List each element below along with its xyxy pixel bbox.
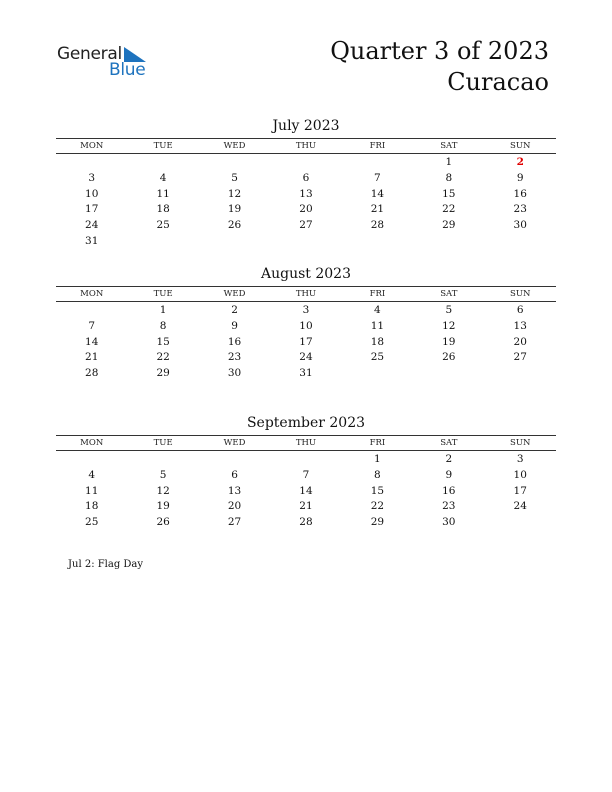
- day-cell: [56, 303, 127, 319]
- day-cell: 20: [299, 203, 313, 216]
- day-cell: 27: [513, 351, 527, 364]
- day-cell: 15: [156, 335, 170, 348]
- week-row: [56, 319, 556, 335]
- day-cell: [342, 366, 413, 382]
- logo-text-blue: Blue: [109, 60, 146, 80]
- day-cell: [127, 155, 198, 171]
- day-cell: 29: [370, 516, 385, 529]
- week-row: [56, 499, 556, 515]
- day-cell: 1: [159, 304, 167, 316]
- day-cell: 10: [85, 187, 99, 200]
- day-cell: 20: [513, 335, 527, 348]
- month-title: September 2023: [246, 415, 366, 431]
- day-cell: 22: [156, 351, 170, 364]
- day-cell: 14: [299, 484, 313, 497]
- day-cell: 23: [442, 500, 456, 513]
- day-cell: 1: [445, 156, 453, 168]
- day-cell: [485, 234, 556, 250]
- day-cell: 27: [227, 516, 242, 529]
- weeks: [56, 452, 556, 531]
- title-quarter: Quarter 3 of 2023: [330, 37, 549, 65]
- day-cell: 9: [516, 171, 524, 184]
- day-cell: 12: [227, 187, 242, 200]
- week-row: [56, 515, 556, 531]
- day-cell: 28: [299, 516, 313, 529]
- day-cell: 3: [88, 171, 96, 184]
- day-cell: 25: [85, 516, 99, 529]
- day-cell: 14: [85, 335, 99, 348]
- weekday-label: THU: [295, 141, 317, 151]
- day-cell: 8: [159, 319, 167, 332]
- day-cell: 31: [299, 367, 313, 380]
- month-title: August 2023: [261, 266, 351, 282]
- weekday-label: TUE: [153, 289, 173, 299]
- weekday-label: SAT: [440, 289, 458, 299]
- day-cell: 13: [299, 187, 313, 200]
- day-cell: 12: [156, 484, 170, 497]
- logo: [57, 44, 167, 84]
- week-row: [56, 366, 556, 382]
- day-cell: 26: [156, 516, 170, 529]
- day-cell: 21: [370, 203, 385, 216]
- day-cell: 29: [442, 219, 456, 232]
- day-cell: 8: [445, 171, 453, 184]
- day-cell: 18: [85, 500, 99, 513]
- weekday-label: MON: [80, 289, 104, 299]
- page-title: [330, 36, 549, 98]
- day-cell: 30: [513, 219, 527, 232]
- title-country: Curacao: [447, 68, 549, 96]
- day-cell: 31: [85, 234, 99, 247]
- day-cell: [199, 234, 270, 250]
- weekday-label: TUE: [153, 141, 173, 151]
- day-cell: 5: [445, 304, 453, 316]
- day-cell: 6: [231, 468, 238, 481]
- day-cell: 16: [442, 484, 456, 497]
- day-cell: 9: [445, 468, 453, 481]
- day-cell: [270, 155, 341, 171]
- day-cell: 13: [227, 484, 242, 497]
- weekday-label: THU: [295, 289, 317, 299]
- day-cell: 16: [513, 187, 527, 200]
- day-cell: 7: [374, 171, 381, 184]
- month-title: July 2023: [272, 118, 340, 134]
- day-cell: [342, 234, 413, 250]
- day-cell: 21: [299, 500, 313, 513]
- day-cell: 22: [370, 500, 385, 513]
- day-cell: [56, 452, 127, 468]
- weekday-label: MON: [80, 141, 104, 151]
- header-rule-bottom: [56, 301, 556, 302]
- weekday-label: WED: [223, 289, 246, 299]
- day-cell: [270, 234, 341, 250]
- day-cell: 4: [88, 468, 96, 481]
- weekday-label: SUN: [510, 289, 531, 299]
- day-cell: 30: [227, 367, 242, 380]
- weeks: [56, 303, 556, 382]
- day-cell: 23: [513, 203, 527, 216]
- day-cell: 17: [299, 335, 313, 348]
- day-cell: 19: [156, 500, 170, 513]
- day-cell: 26: [227, 219, 242, 232]
- day-cell: 23: [227, 351, 242, 364]
- weekday-label: FRI: [369, 141, 386, 151]
- day-cell: 19: [227, 203, 242, 216]
- day-cell: 13: [513, 319, 527, 332]
- day-cell: 4: [374, 304, 381, 316]
- weekday-header-row: [56, 287, 556, 301]
- weekday-label: WED: [223, 141, 246, 151]
- weekday-header-row: [56, 436, 556, 450]
- day-cell: 11: [370, 319, 385, 332]
- weekday-label: WED: [223, 438, 246, 448]
- weekday-label: SUN: [510, 141, 531, 151]
- day-cell: 28: [370, 219, 385, 232]
- day-cell: 12: [442, 319, 456, 332]
- day-cell: 26: [442, 351, 456, 364]
- day-cell: 2: [445, 453, 453, 465]
- day-cell: 14: [370, 187, 385, 200]
- holiday-day-cell: 2: [516, 156, 524, 168]
- day-cell: 15: [370, 484, 385, 497]
- day-cell: 29: [156, 367, 170, 380]
- day-cell: 30: [442, 516, 456, 529]
- weeks: [56, 155, 556, 250]
- day-cell: 3: [302, 304, 310, 316]
- day-cell: [413, 366, 484, 382]
- week-row: [56, 484, 556, 500]
- month-august: [56, 265, 556, 382]
- day-cell: [127, 452, 198, 468]
- header-rule-bottom: [56, 450, 556, 451]
- day-cell: 5: [231, 171, 238, 184]
- day-cell: 7: [88, 319, 96, 332]
- month-july: [56, 117, 556, 250]
- day-cell: 21: [85, 351, 99, 364]
- day-cell: [199, 155, 270, 171]
- week-row: [56, 218, 556, 234]
- day-cell: 10: [299, 319, 313, 332]
- day-cell: 20: [227, 500, 242, 513]
- day-cell: 2: [231, 304, 238, 316]
- day-cell: 9: [231, 319, 238, 332]
- weekday-label: FRI: [369, 289, 386, 299]
- day-cell: 11: [85, 484, 99, 497]
- weekday-label: SAT: [440, 141, 458, 151]
- week-row: [56, 234, 556, 250]
- day-cell: 6: [302, 171, 310, 184]
- day-cell: 6: [516, 304, 524, 316]
- day-cell: [485, 515, 556, 531]
- logo-text-general: General: [57, 44, 122, 64]
- week-row: [56, 350, 556, 366]
- week-row: [56, 187, 556, 203]
- day-cell: 7: [302, 468, 310, 481]
- day-cell: [342, 155, 413, 171]
- weekday-header-row: [56, 139, 556, 153]
- weekday-label: FRI: [369, 438, 386, 448]
- day-cell: 24: [85, 219, 99, 232]
- day-cell: 4: [159, 171, 167, 184]
- day-cell: [199, 452, 270, 468]
- week-row: [56, 452, 556, 468]
- weekday-label: TUE: [153, 438, 173, 448]
- day-cell: 18: [370, 335, 385, 348]
- day-cell: 28: [85, 367, 99, 380]
- weekday-label: SUN: [510, 438, 531, 448]
- week-row: [56, 303, 556, 319]
- day-cell: 25: [156, 219, 170, 232]
- day-cell: 27: [299, 219, 313, 232]
- day-cell: [485, 366, 556, 382]
- day-cell: 17: [513, 484, 527, 497]
- day-cell: 3: [516, 453, 524, 465]
- week-row: [56, 335, 556, 351]
- day-cell: [270, 452, 341, 468]
- month-september: [56, 414, 556, 531]
- week-row: [56, 202, 556, 218]
- day-cell: 15: [442, 187, 456, 200]
- day-cell: 24: [299, 351, 313, 364]
- day-cell: 1: [374, 453, 381, 465]
- day-cell: [413, 234, 484, 250]
- day-cell: 5: [159, 468, 167, 481]
- holiday-note: Jul 2: Flag Day: [68, 559, 144, 570]
- day-cell: [56, 155, 127, 171]
- day-cell: 8: [374, 468, 381, 481]
- day-cell: 11: [156, 187, 170, 200]
- day-cell: 25: [370, 351, 385, 364]
- day-cell: 22: [442, 203, 456, 216]
- day-cell: [127, 234, 198, 250]
- day-cell: 17: [85, 203, 99, 216]
- week-row: [56, 171, 556, 187]
- week-row: [56, 468, 556, 484]
- week-row: [56, 155, 556, 171]
- weekday-label: SAT: [440, 438, 458, 448]
- day-cell: 18: [156, 203, 170, 216]
- day-cell: 24: [513, 500, 527, 513]
- day-cell: 19: [442, 335, 456, 348]
- weekday-label: THU: [295, 438, 317, 448]
- weekday-label: MON: [80, 438, 104, 448]
- header-rule-bottom: [56, 153, 556, 154]
- day-cell: 16: [227, 335, 242, 348]
- day-cell: 10: [513, 468, 527, 481]
